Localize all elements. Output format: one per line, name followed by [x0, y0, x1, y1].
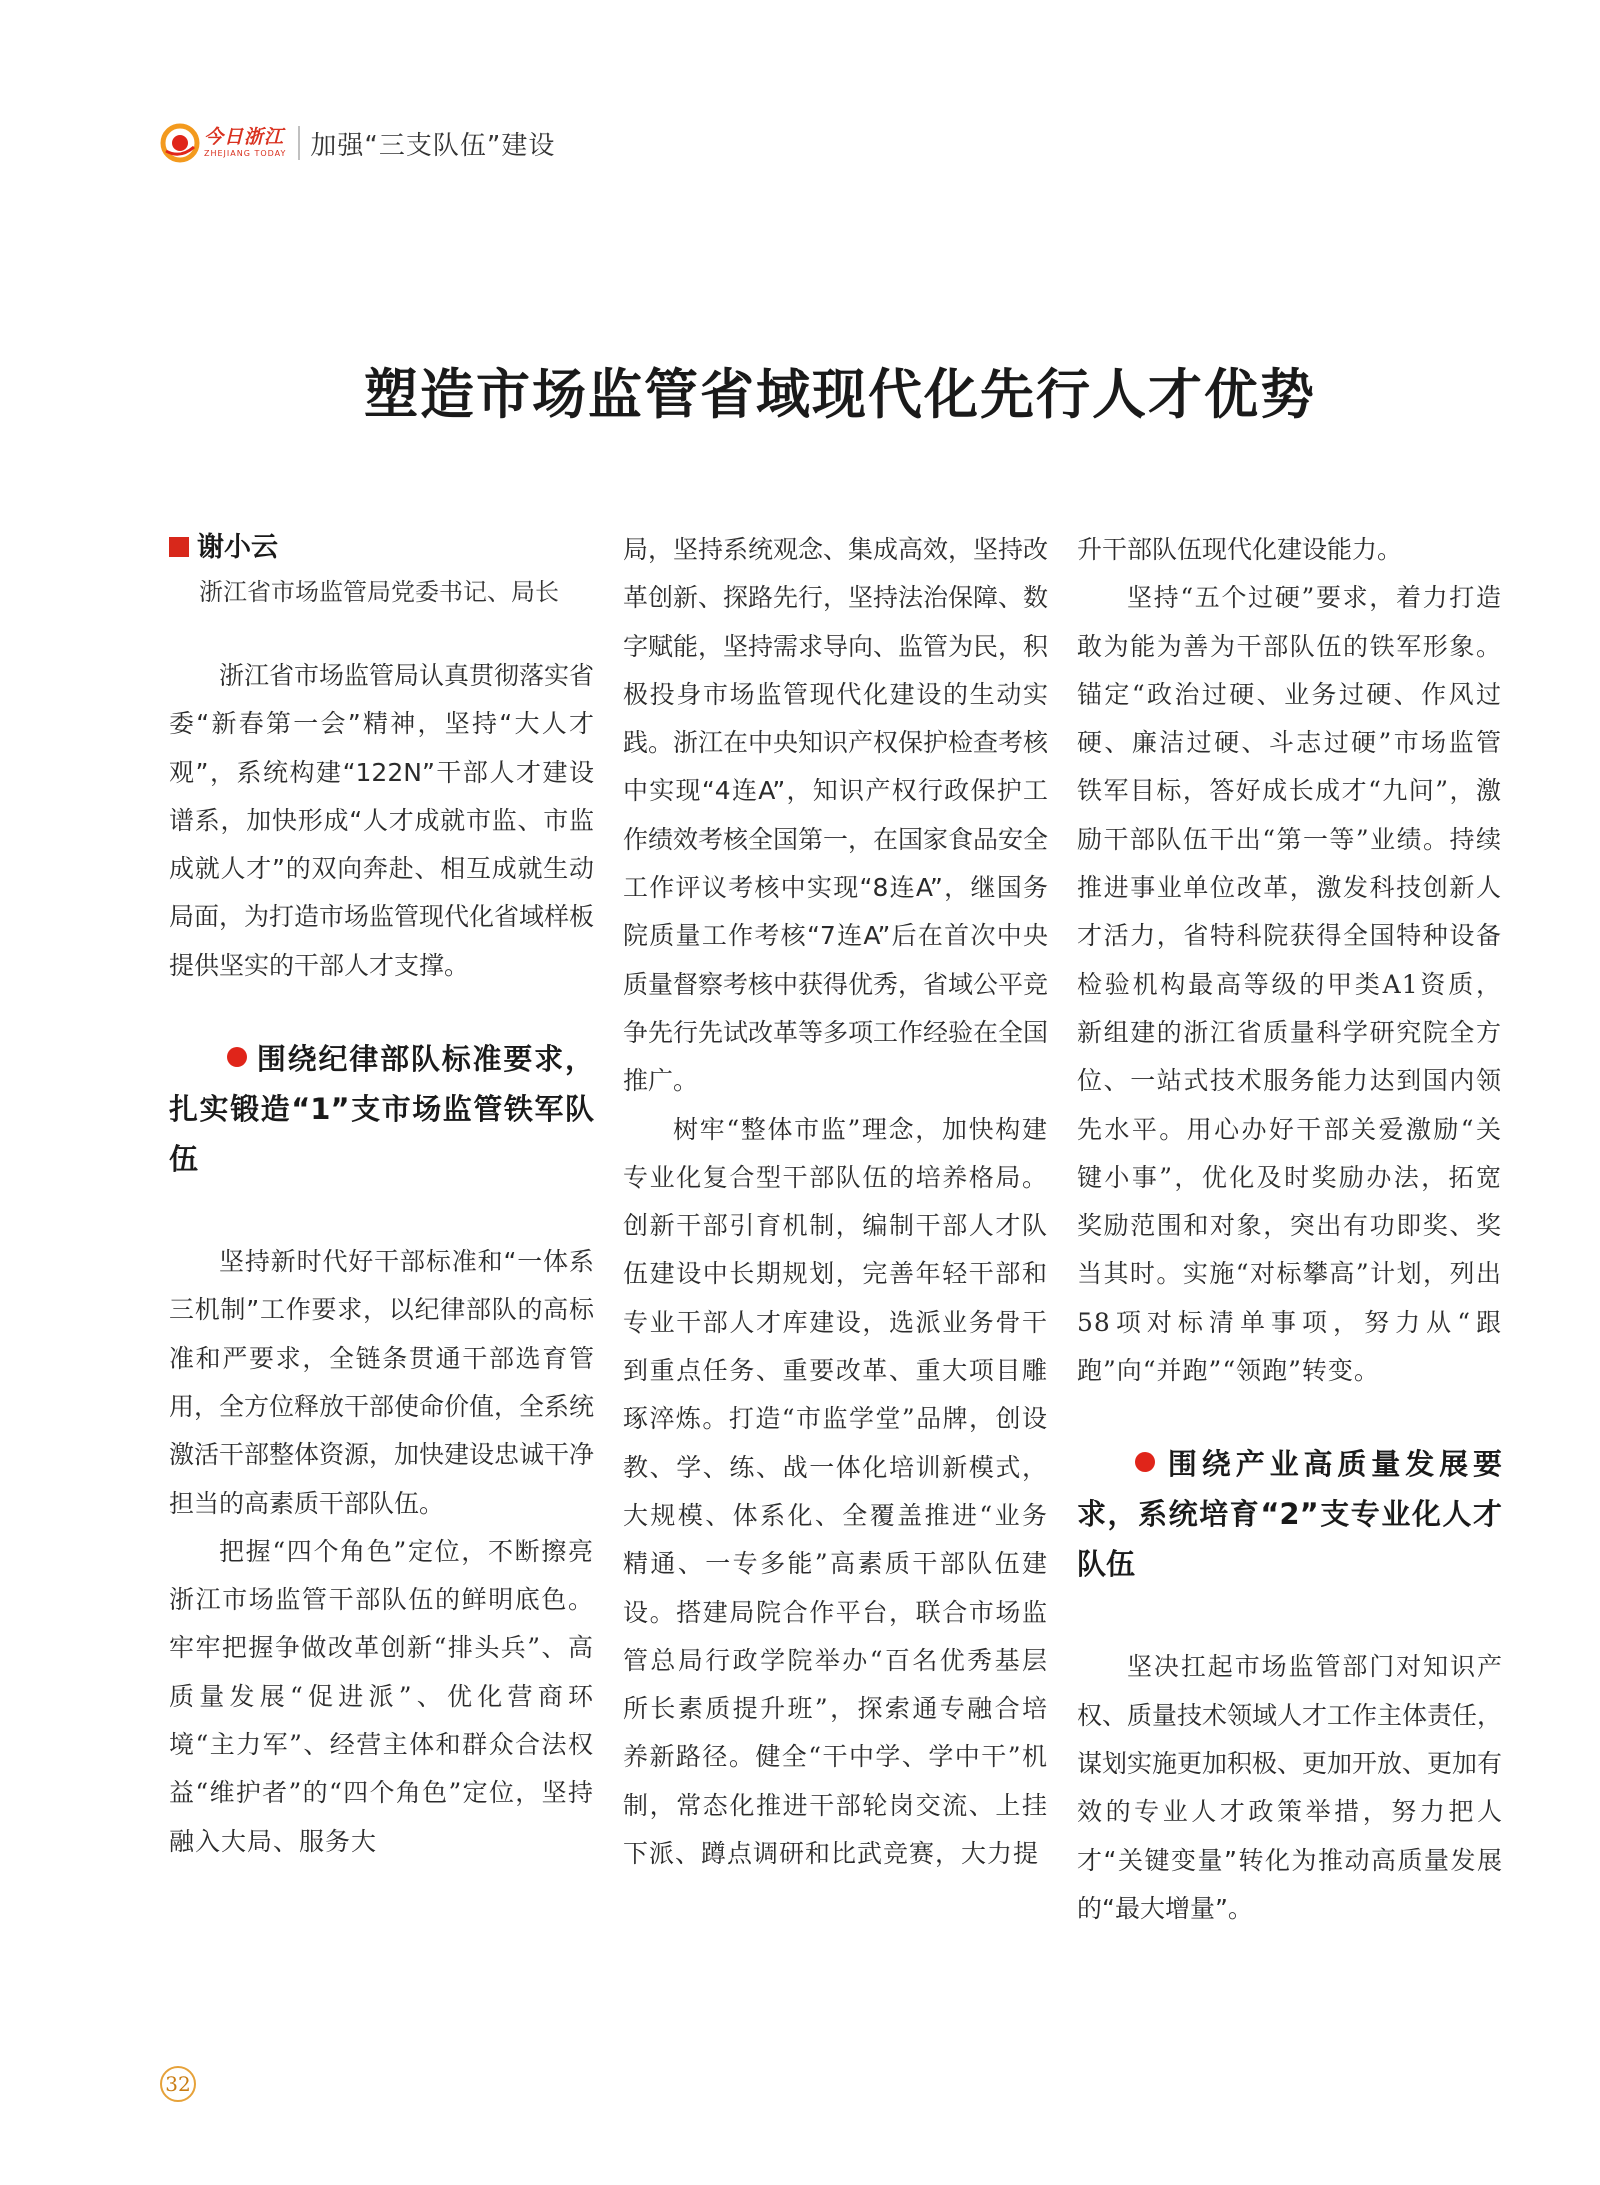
- sun-logo-icon: [160, 123, 200, 163]
- header-divider: [298, 126, 300, 160]
- subheading-text: 围绕纪律部队标准要求，扎实锻造“1”支市场监管铁军队伍: [169, 1042, 594, 1177]
- paragraph: 浙江省市场监管局认真贯彻落实省委“新春第一会”精神，坚持“大人才观”，系统构建“122N”干部人才建设谱系，加快形成“人才成就市监、市监成就人才”的双向奔赴、相互成就生动局面，为打造市场监管现代化省域样板提供坚实的干部人才支撑。: [169, 661, 595, 980]
- paragraph: 局，坚持系统观念、集成高效，坚持改革创新、探路先行，坚持法治保障、数字赋能，坚持需求导向、监管为民，积极投身市场监管现代化建设的生动实践。浙江在中央知识产权保护检查考核中实现“4连A”，知识产权行政保护工作绩效考核全国第一，在国家食品安全工作评议考核中实现“8连A”，继国务院质量工作考核“7连A”后在首次中央质量督察考核中获得优秀，省域公平竞争先行先试改革等多项工作经验在全国推广。: [623, 535, 1049, 1096]
- author-name-text: 谢小云: [197, 532, 278, 563]
- paragraph: 坚持“五个过硬”要求，着力打造敢为能为善为干部队伍的铁军形象。锚定“政治过硬、业务过硬、作风过硬、廉洁过硬、斗志过硬”市场监管铁军目标，答好成长成才“九问”，激励干部队伍干出“第一等”业绩。持续推进事业单位改革，激发科技创新人才活力，省特科院获得全国特种设备检验机构最高等级的甲类A1资质，新组建的浙江省质量科学研究院全方位、一站式技术服务能力达到国内领先水平。用心办好干部关爱激励“关键小事”，优化及时奖励办法，拓宽奖励范围和对象，突出有功即奖、奖当其时。实施“对标攀高”计划，列出58项对标清单事项，努力从“跟跑”向“并跑”“领跑”转变。: [1077, 583, 1502, 1386]
- paragraph: 把握“四个角色”定位，不断擦亮浙江市场监管干部队伍的鲜明底色。牢牢把握争做改革创新“排头兵”、高质量发展“促进派”、优化营商环境“主力军”、经营主体和群众合法权益“维护者”的“四个角色”定位，坚持融入大局、服务大: [169, 1536, 594, 1856]
- paragraph: 升干部队伍现代化建设能力。: [1077, 535, 1403, 564]
- logo-english: ZHEJIANG TODAY: [204, 149, 287, 158]
- column-2: [623, 526, 1048, 1878]
- paragraph: 树牢“整体市监”理念，加快构建专业化复合型干部队伍的培养格局。创新干部引育机制，编制干部人才队伍建设中长期规划，完善年轻干部和专业干部人才库建设，选派业务骨干到重点任务、重要改革、重大项目雕琢淬炼。打造“市监学堂”品牌，创设教、学、练、战一体化培训新模式，大规模、体系化、全覆盖推进“业务精通、一专多能”高素质干部队伍建设。搭建局院合作平台，联合市场监管总局行政学院举办“百名优秀基层所长素质提升班”，探索通专融合培养新路径。健全“干中学、学中干”机制，常态化推进干部轮岗交流、上挂下派、蹲点调研和比武竞赛，大力提: [623, 1114, 1048, 1869]
- column-3: [1077, 526, 1502, 1933]
- author-position: 浙江省市场监管局党委书记、局长: [199, 578, 559, 606]
- magazine-logo: [160, 123, 286, 163]
- red-bullet-icon: [1135, 1452, 1155, 1472]
- red-bullet-icon: [227, 1047, 247, 1067]
- column-1: [169, 526, 594, 1866]
- subheading-2: [1077, 1439, 1502, 1589]
- logo-chinese: 今日浙江: [204, 126, 285, 148]
- paragraph: 坚决扛起市场监管部门对知识产权、质量技术领域人才工作主体责任，谋划实施更加积极、更加开放、更加有效的专业人才政策举措，努力把人才“关键变量”转化为推动高质量发展的“最大增量”。: [1077, 1652, 1503, 1923]
- author-name: [169, 526, 594, 570]
- article-title: 塑造市场监管省域现代化先行人才优势: [364, 362, 1316, 426]
- page-header: [160, 121, 555, 165]
- subheading-1: [169, 1034, 594, 1184]
- red-square-icon: [169, 537, 189, 557]
- page-number: 32: [160, 2066, 196, 2102]
- subheading-text: 围绕产业高质量发展要求，系统培育“2”支专业化人才队伍: [1077, 1447, 1502, 1582]
- section-name: 加强“三支队伍”建设: [310, 130, 556, 161]
- paragraph: 坚持新时代好干部标准和“一体系三机制”工作要求，以纪律部队的高标准和严要求，全链条贯通干部选育管用，全方位释放干部使命价值，全系统激活干部整体资源，加快建设忠诚干净担当的高素质干部队伍。: [169, 1247, 595, 1518]
